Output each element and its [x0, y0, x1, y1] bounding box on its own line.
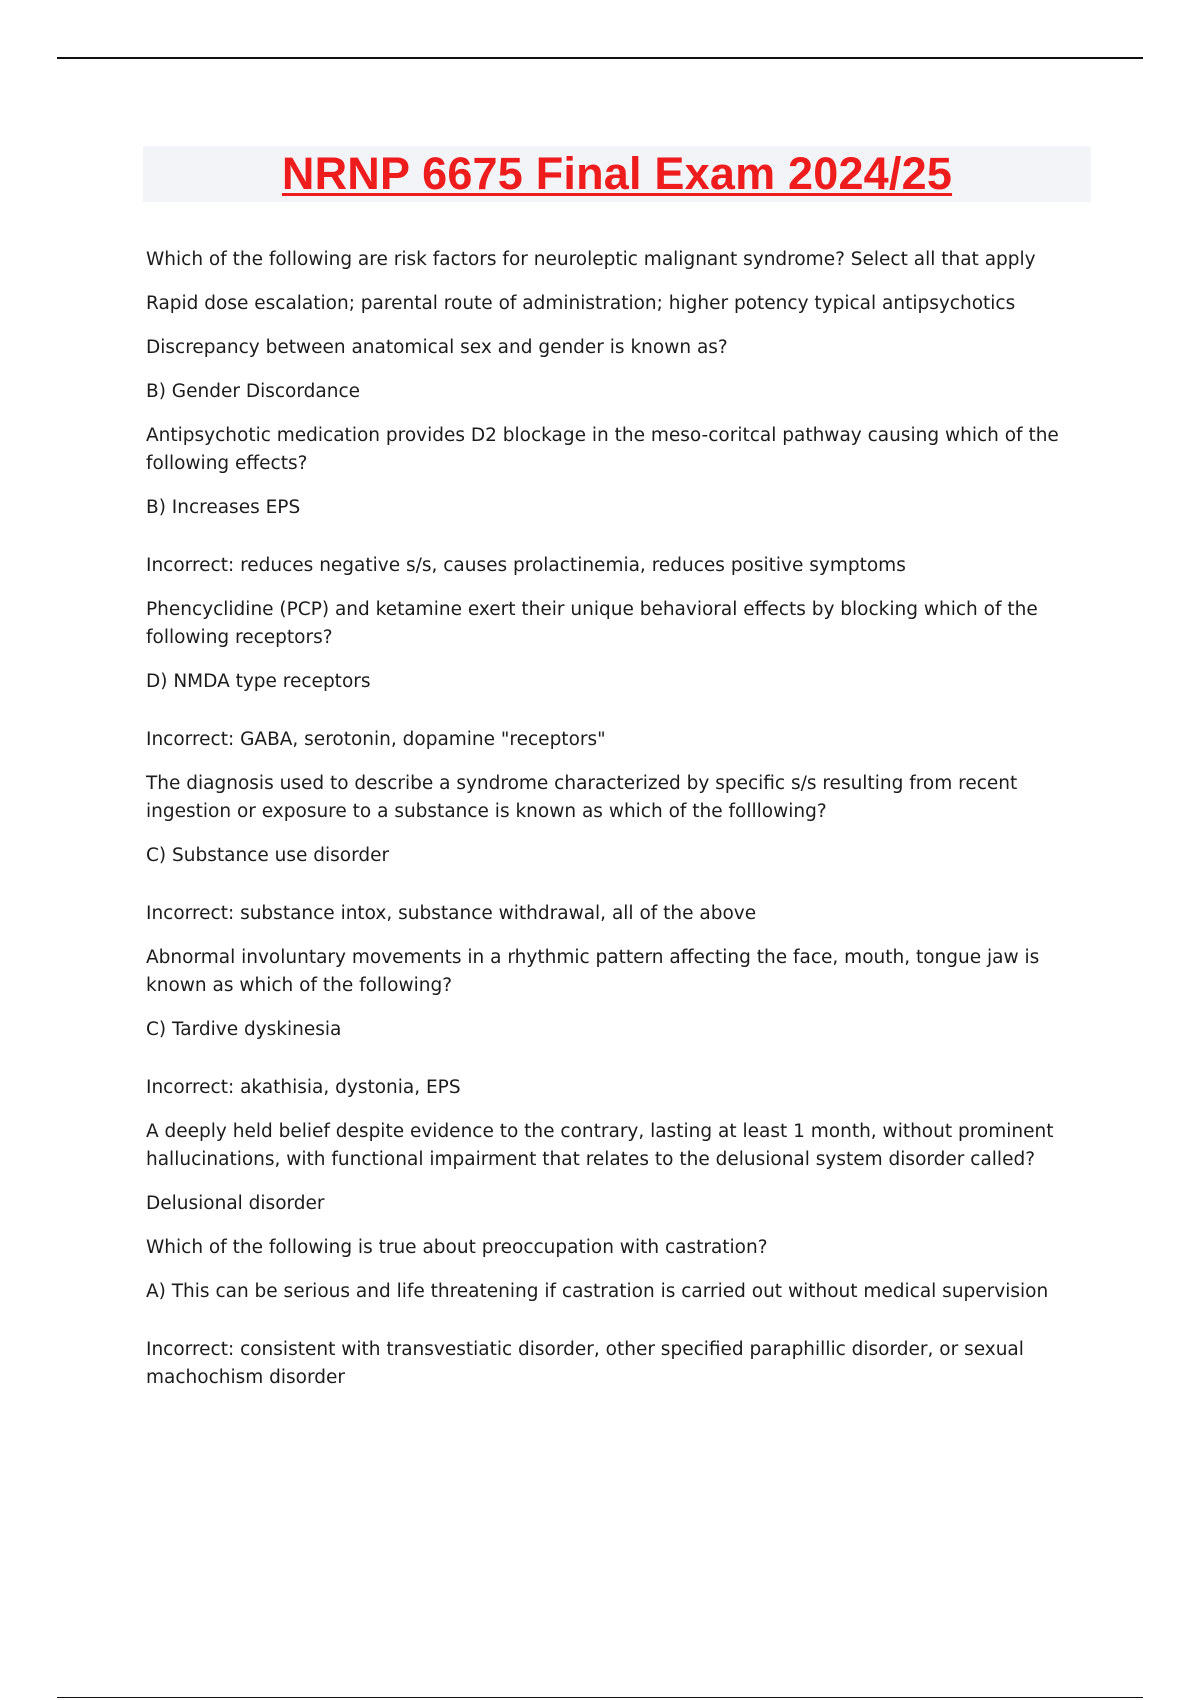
incorrect-involuntary-movements: Incorrect: akathisia, dystonia, EPS [146, 1077, 461, 1098]
answer-substance: C) Substance use disorder [146, 845, 390, 866]
bottom-rule [57, 1697, 1143, 1698]
answer-nms-risk: Rapid dose escalation; parental route of administration; higher potency typical antipsychotics [146, 293, 1016, 314]
document-title: NRNP 6675 Final Exam 2024/25 [281, 148, 953, 199]
question-delusional: A deeply held belief despite evidence to the contrary, lasting at least 1 month, without prominent hallucinations, with functional impairment that relates to the delusional system disorder called? [146, 1121, 1054, 1170]
question-involuntary-movements: Abnormal involuntary movements in a rhythmic pattern affecting the face, mouth, tongue jaw is known as which of the following? [146, 947, 1040, 996]
answer-delusional: Delusional disorder [146, 1193, 325, 1214]
question-gender: Discrepancy between anatomical sex and gender is known as? [146, 337, 728, 358]
answer-d2-blockage: B) Increases EPS [146, 497, 301, 518]
incorrect-d2-blockage: Incorrect: reduces negative s/s, causes prolactinemia, reduces positive symptoms [146, 555, 906, 576]
question-castration: Which of the following is true about preoccupation with castration? [146, 1237, 768, 1258]
answer-pcp-ketamine: D) NMDA type receptors [146, 671, 371, 692]
question-substance: The diagnosis used to describe a syndrome characterized by specific s/s resulting from recent ingestion or exposure to a substance is known as which of the folllowing? [146, 773, 1018, 822]
answer-castration: A) This can be serious and life threatening if castration is carried out without medical supervision [146, 1281, 1049, 1302]
incorrect-substance: Incorrect: substance intox, substance withdrawal, all of the above [146, 903, 757, 924]
question-nms-risk: Which of the following are risk factors for neuroleptic malignant syndrome? Select all that apply [146, 249, 1036, 270]
answer-involuntary-movements: C) Tardive dyskinesia [146, 1019, 342, 1040]
question-pcp-ketamine: Phencyclidine (PCP) and ketamine exert their unique behavioral effects by blocking which of the following receptors? [146, 599, 1038, 648]
incorrect-pcp-ketamine: Incorrect: GABA, serotonin, dopamine "receptors" [146, 729, 606, 750]
answer-gender: B) Gender Discordance [146, 381, 360, 402]
top-rule [57, 57, 1143, 59]
document-body [146, 246, 1086, 1392]
question-d2-blockage: Antipsychotic medication provides D2 blockage in the meso-coritcal pathway causing which of the following effects? [146, 425, 1059, 474]
title-band [143, 146, 1091, 202]
incorrect-castration: Incorrect: consistent with transvestiatic disorder, other specified paraphillic disorder, or sexual machochism disorder [146, 1339, 1024, 1388]
